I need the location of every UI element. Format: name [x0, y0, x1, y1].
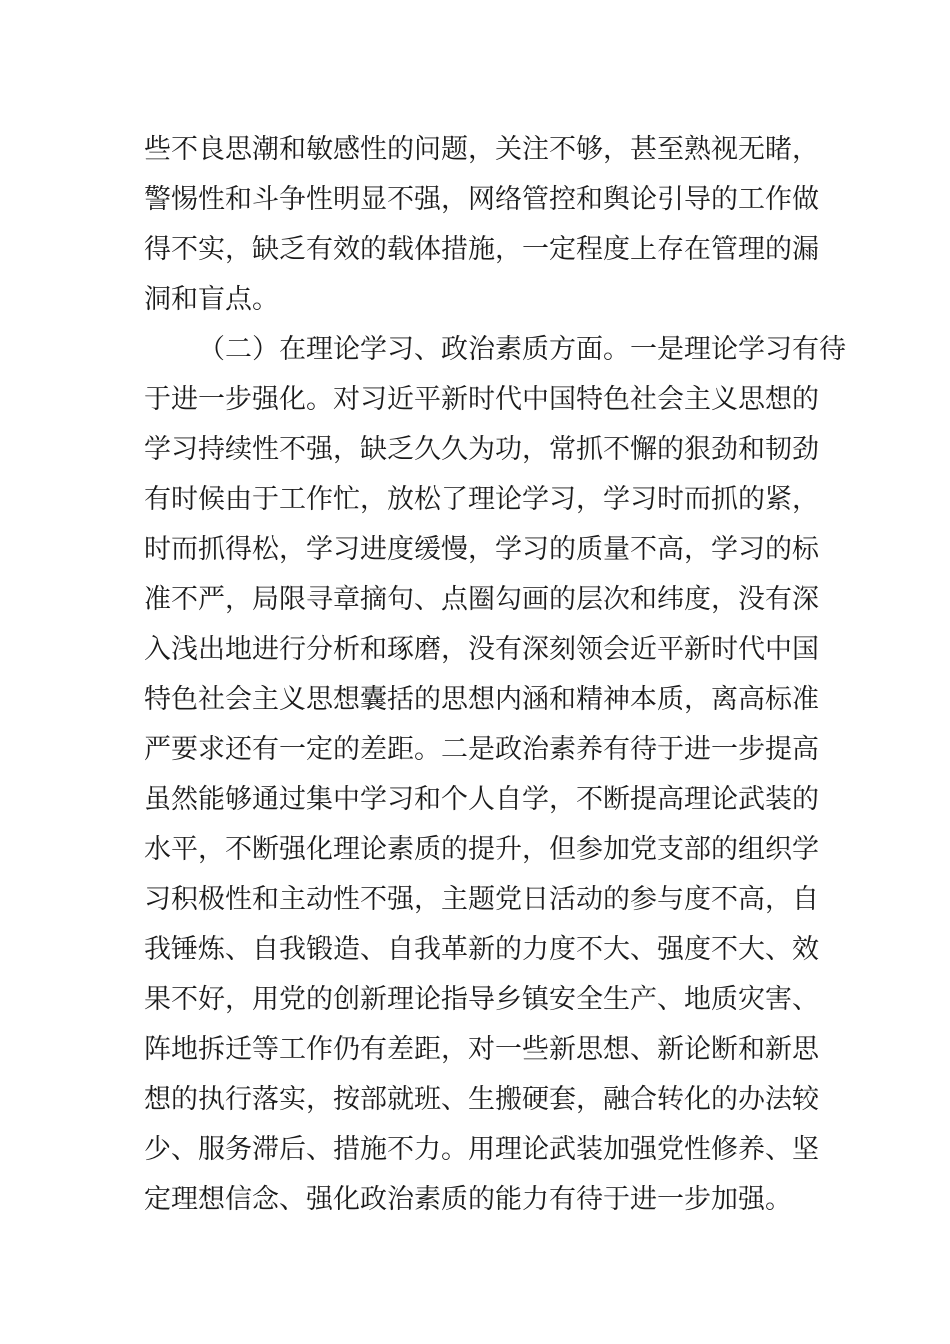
- text-line: 严要求还有一定的差距。二是政治素养有待于进一步提高: [144, 734, 819, 765]
- text-line: 我锤炼、自我锻造、自我革新的力度不大、强度不大、效: [144, 934, 819, 965]
- text-line: 果不好，用党的创新理论指导乡镇安全生产、地质灾害、: [144, 984, 819, 1015]
- text-line: 得不实，缺乏有效的载体措施，一定程度上存在管理的漏: [144, 234, 819, 265]
- text-line: 特色社会主义思想囊括的思想内涵和精神本质，离高标准: [144, 684, 819, 715]
- text-line: 虽然能够通过集中学习和个人自学，不断提高理论武装的: [144, 784, 819, 815]
- text-line: 警惕性和斗争性明显不强，网络管控和舆论引导的工作做: [144, 184, 819, 215]
- text-line: 于进一步强化。对习近平新时代中国特色社会主义思想的: [144, 384, 819, 415]
- text-line: 习积极性和主动性不强，主题党日活动的参与度不高，自: [144, 884, 819, 915]
- text-line: 定理想信念、强化政治素质的能力有待于进一步加强。: [144, 1184, 792, 1215]
- text-line: 准不严，局限寻章摘句、点圈勾画的层次和纬度，没有深: [144, 584, 819, 615]
- text-line: 水平，不断强化理论素质的提升，但参加党支部的组织学: [144, 834, 819, 865]
- text-line: 些不良思潮和敏感性的问题，关注不够，甚至熟视无睹，: [144, 134, 819, 165]
- text-line: 少、服务滞后、措施不力。用理论武装加强党性修养、坚: [144, 1134, 819, 1165]
- text-line: 洞和盲点。: [144, 284, 279, 315]
- text-line: 学习持续性不强，缺乏久久为功，常抓不懈的狠劲和韧劲: [144, 434, 819, 465]
- paragraph-heading-line: （二）在理论学习、政治素质方面。一是理论学习有待: [198, 334, 846, 365]
- text-line: 时而抓得松，学习进度缓慢，学习的质量不高，学习的标: [144, 534, 819, 565]
- text-line: 阵地拆迁等工作仍有差距，对一些新思想、新论断和新思: [144, 1034, 819, 1065]
- text-line: 入浅出地进行分析和琢磨，没有深刻领会近平新时代中国: [144, 634, 819, 665]
- text-line: 想的执行落实，按部就班、生搬硬套，融合转化的办法较: [144, 1084, 819, 1115]
- text-line: 有时候由于工作忙，放松了理论学习，学习时而抓的紧，: [144, 484, 819, 515]
